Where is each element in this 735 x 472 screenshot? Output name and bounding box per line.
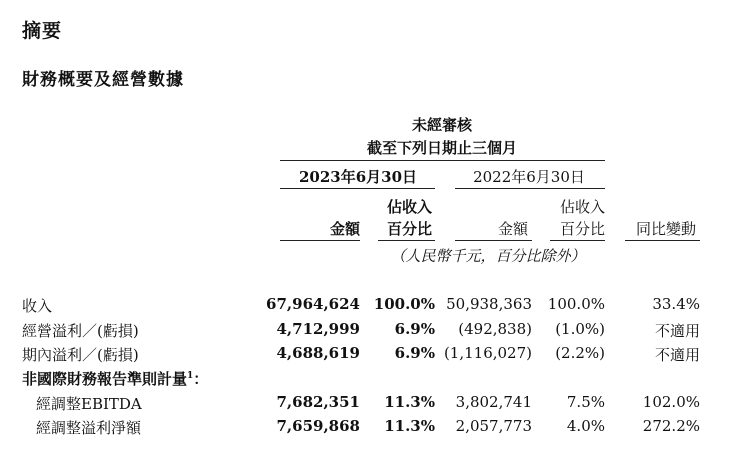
row-pct-2022: 100.0% [547,295,605,313]
period-2023-header: 2023年6月30日 [298,168,418,186]
row-yoy: 33.4% [652,295,700,313]
col-yoy: 同比變動 [636,220,697,238]
row-yoy: 不適用 [654,346,700,364]
row-pct-2022: 7.5% [566,393,605,411]
page-heading: 摘要 [22,20,63,42]
row-amount-2022: 50,938,363 [446,295,532,313]
section-title: 財務概要及經營數據 [22,70,184,90]
row-amount-2023: 4,712,999 [276,320,360,338]
col-amount-2023: 金額 [330,220,361,238]
non-ifrs-colon: ： [193,370,209,388]
row-amount-2022: (1,116,027) [443,344,532,362]
row-amount-2022: 3,802,741 [455,393,532,411]
col-pct-2022-l1: 佔收入 [560,198,606,216]
row-amount-2022: 2,057,773 [455,417,532,435]
col-pct-2022-l2: 百分比 [560,220,606,238]
period-2023-underline [280,188,435,189]
row-label: 經調整溢利淨額 [36,419,142,437]
row-label: 收入 [22,297,53,315]
row-pct-2022: (2.2%) [555,344,605,362]
row-pct-2023: 6.9% [394,344,435,362]
row-pct-2023: 100.0% [373,295,435,313]
row-amount-2022: (492,838) [458,320,532,338]
row-yoy: 102.0% [642,393,700,411]
row-amount-2023: 7,682,351 [276,393,360,411]
col-pct-2022-underline [550,240,605,241]
row-label: 經營溢利／(虧損) [22,322,139,340]
unit-note: （人民幣千元，百分比除外） [390,247,586,265]
row-amount-2023: 67,964,624 [266,295,360,313]
row-label: 期內溢利／(虧損) [22,346,139,364]
period-2022-header: 2022年6月30日 [473,168,585,186]
col-amount-2022-underline [455,240,532,241]
col-pct-2023-l1: 佔收入 [387,198,433,216]
row-pct-2023: 6.9% [394,320,435,338]
row-pct-2022: (1.0%) [555,320,605,338]
footnote-marker: 1 [187,371,194,381]
col-yoy-underline [625,240,700,241]
non-ifrs-text: 非國際財務報告準則計量 [22,370,188,388]
row-yoy: 272.2% [642,417,700,435]
col-pct-2023-underline [378,240,435,241]
row-amount-2023: 7,659,868 [276,417,360,435]
non-ifrs-label [22,368,208,389]
row-label: 經調整EBITDA [36,395,142,413]
row-amount-2023: 4,688,619 [276,344,360,362]
row-yoy: 不適用 [654,322,700,340]
row-pct-2022: 4.0% [566,417,605,435]
period-2022-underline [455,188,605,189]
col-amount-2022: 金額 [498,220,529,238]
col-amount-2023-underline [280,240,360,241]
period-header: 截至下列日期止三個月 [366,139,518,157]
unaudited-header: 未經審核 [411,116,473,134]
row-pct-2023: 11.3% [384,393,435,411]
col-pct-2023-l2: 百分比 [387,220,433,238]
row-pct-2023: 11.3% [384,417,435,435]
period-underline [280,160,605,161]
